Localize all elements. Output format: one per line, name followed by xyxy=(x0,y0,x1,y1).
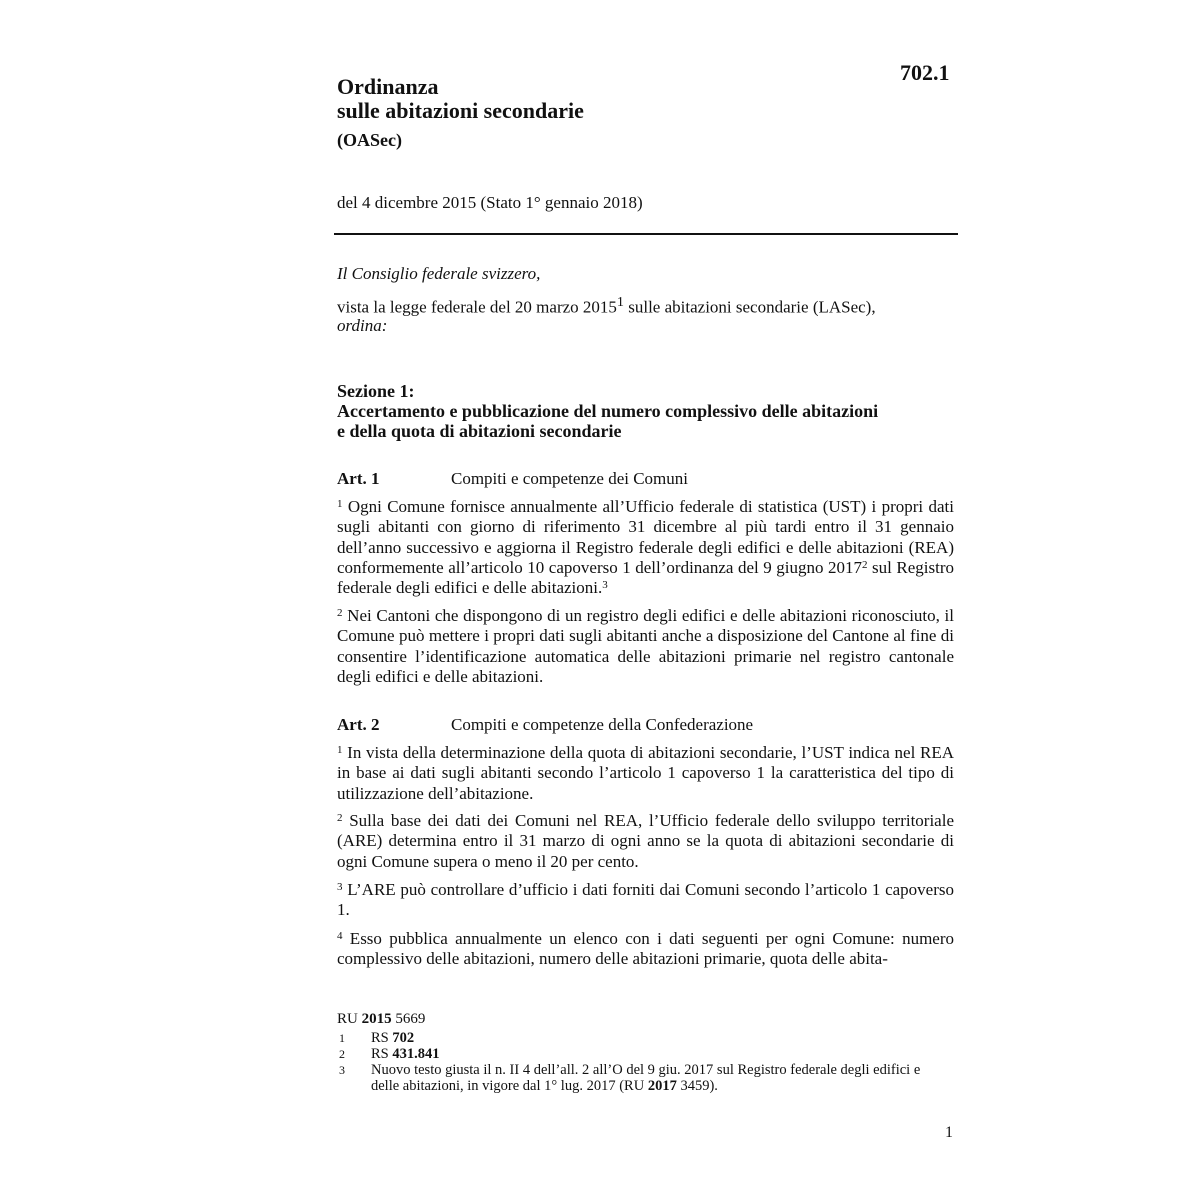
article-1-paragraph-1 xyxy=(337,497,954,598)
document-abbreviation: (OASec) xyxy=(337,130,402,150)
paragraph-number: 2 xyxy=(337,812,343,824)
document-date: del 4 dicembre 2015 (Stato 1° gennaio 2018) xyxy=(337,193,643,212)
paragraph-number: 1 xyxy=(337,744,343,756)
footnote-text-end: 3459). xyxy=(676,1077,718,1094)
paragraph-number: 3 xyxy=(337,881,343,893)
paragraph-text: Sulla base dei dati dei Comuni nel REA, l’Ufficio federale dello sviluppo territoriale (ARE) determina entro il 31 marzo di ogni anno se la quota di abitazioni secondarie di ogni Comune supera o meno il 20 per cento. xyxy=(337,811,954,871)
ru-page: 5669 xyxy=(391,1011,426,1027)
paragraph-number: 1 xyxy=(337,498,343,510)
paragraph-number: 4 xyxy=(337,930,343,942)
official-compilation-ref xyxy=(337,1011,425,1028)
document-title-line2: sulle abitazioni secondarie xyxy=(337,98,584,123)
section-title-line1: Accertamento e pubblicazione del numero complessivo delle abitazioni xyxy=(337,401,879,421)
footnote-ref-1[interactable]: 1 xyxy=(616,294,624,310)
paragraph-number: 2 xyxy=(337,607,343,619)
article-1-title: Compiti e competenze dei Comuni xyxy=(451,469,689,488)
footnote-1 xyxy=(371,1031,931,1047)
section-title-line2: e della quota di abitazioni secondarie xyxy=(337,421,622,441)
document-number: 702.1 xyxy=(900,60,950,85)
footnote-text: RS xyxy=(371,1046,393,1062)
paragraph-text: Esso pubblica annualmente un elenco con i dati seguenti per ogni Comune: numero complessivo delle abitazioni, numero delle abitazioni primarie, quota delle abita- xyxy=(337,929,954,969)
article-2-paragraph-3 xyxy=(337,880,954,921)
paragraph-text: In vista della determinazione della quota di abitazioni secondarie, l’UST indica nel REA in base ai dati sugli abitanti secondo l’articolo 1 capoverso 1 la caratteristica del tipo di utilizzazione dell’abitazione. xyxy=(337,743,954,803)
article-2-paragraph-1 xyxy=(337,743,954,804)
preamble-decree: ordina: xyxy=(337,316,388,335)
header-divider xyxy=(334,233,958,235)
ru-year: 2015 xyxy=(361,1011,392,1027)
document-title-line1: Ordinanza xyxy=(337,74,439,99)
footnote-text: RS xyxy=(371,1030,393,1046)
footnote-3 xyxy=(371,1063,931,1094)
paragraph-text: L’ARE può controllare d’ufficio i dati forniti dai Comuni secondo l’articolo 1 capoverso 1. xyxy=(337,880,954,920)
ru-prefix: RU xyxy=(337,1011,362,1027)
preamble-authority: Il Consiglio federale svizzero, xyxy=(337,264,541,283)
footnote-2 xyxy=(371,1047,931,1063)
footnote-ref-number: 702 xyxy=(392,1030,415,1046)
preamble-basis-text: vista la legge federale del 20 marzo 2015 xyxy=(337,297,617,317)
paragraph-text-cont: sul Registro federale degli edifici e delle abitazioni. xyxy=(337,557,955,598)
article-2-paragraph-2 xyxy=(337,811,954,872)
footnote-text: Nuovo testo giusta il n. II 4 dell’all. 2 all’O del 9 giu. 2017 sul Registro federale degli edifici e delle abitazioni, in vigore dal 1° lug. 2017 (RU xyxy=(371,1062,921,1094)
footnote-2-number: 2 xyxy=(339,1047,345,1061)
article-1-paragraph-2 xyxy=(337,606,954,687)
footnote-ref-number: 431.841 xyxy=(392,1046,440,1062)
footnote-ref-year: 2017 xyxy=(647,1077,677,1094)
article-2-number: Art. 2 xyxy=(337,715,380,734)
section-label: Sezione 1: xyxy=(337,381,415,401)
page-number: 1 xyxy=(945,1124,953,1141)
footnote-1-number: 1 xyxy=(339,1031,345,1045)
footnote-ref-2[interactable]: 2 xyxy=(862,558,868,571)
footnote-ref-3[interactable]: 3 xyxy=(602,579,608,592)
article-2-paragraph-4 xyxy=(337,929,954,970)
paragraph-text: Ogni Comune fornisce annualmente all’Ufficio federale di statistica (UST) i propri dati sugli abitanti con giorno di riferimento 31 dicembre al più tardi entro il 31 gennaio dell’anno successivo e aggiorna il Registro federale degli edifici e delle abitazioni (REA) conformemente all’articolo 10 capoverso 1 dell’ordinanza del 9 giugno 2017 xyxy=(337,497,954,577)
paragraph-text: Nei Cantoni che dispongono di un registro degli edifici e delle abitazioni riconosciuto, il Comune può mettere i propri dati sugli abitanti anche a disposizione del Cantone al fine di consentire l’identificazione automatica delle abitazioni primarie nel registro cantonale degli edifici e delle abitazioni. xyxy=(337,606,954,686)
footnote-3-number: 3 xyxy=(339,1063,345,1077)
article-1-number: Art. 1 xyxy=(337,469,380,488)
preamble-basis xyxy=(337,294,876,318)
preamble-basis-text-end: sulle abitazioni secondarie (LASec), xyxy=(624,297,876,317)
article-2-title: Compiti e competenze della Confederazione xyxy=(451,715,754,734)
